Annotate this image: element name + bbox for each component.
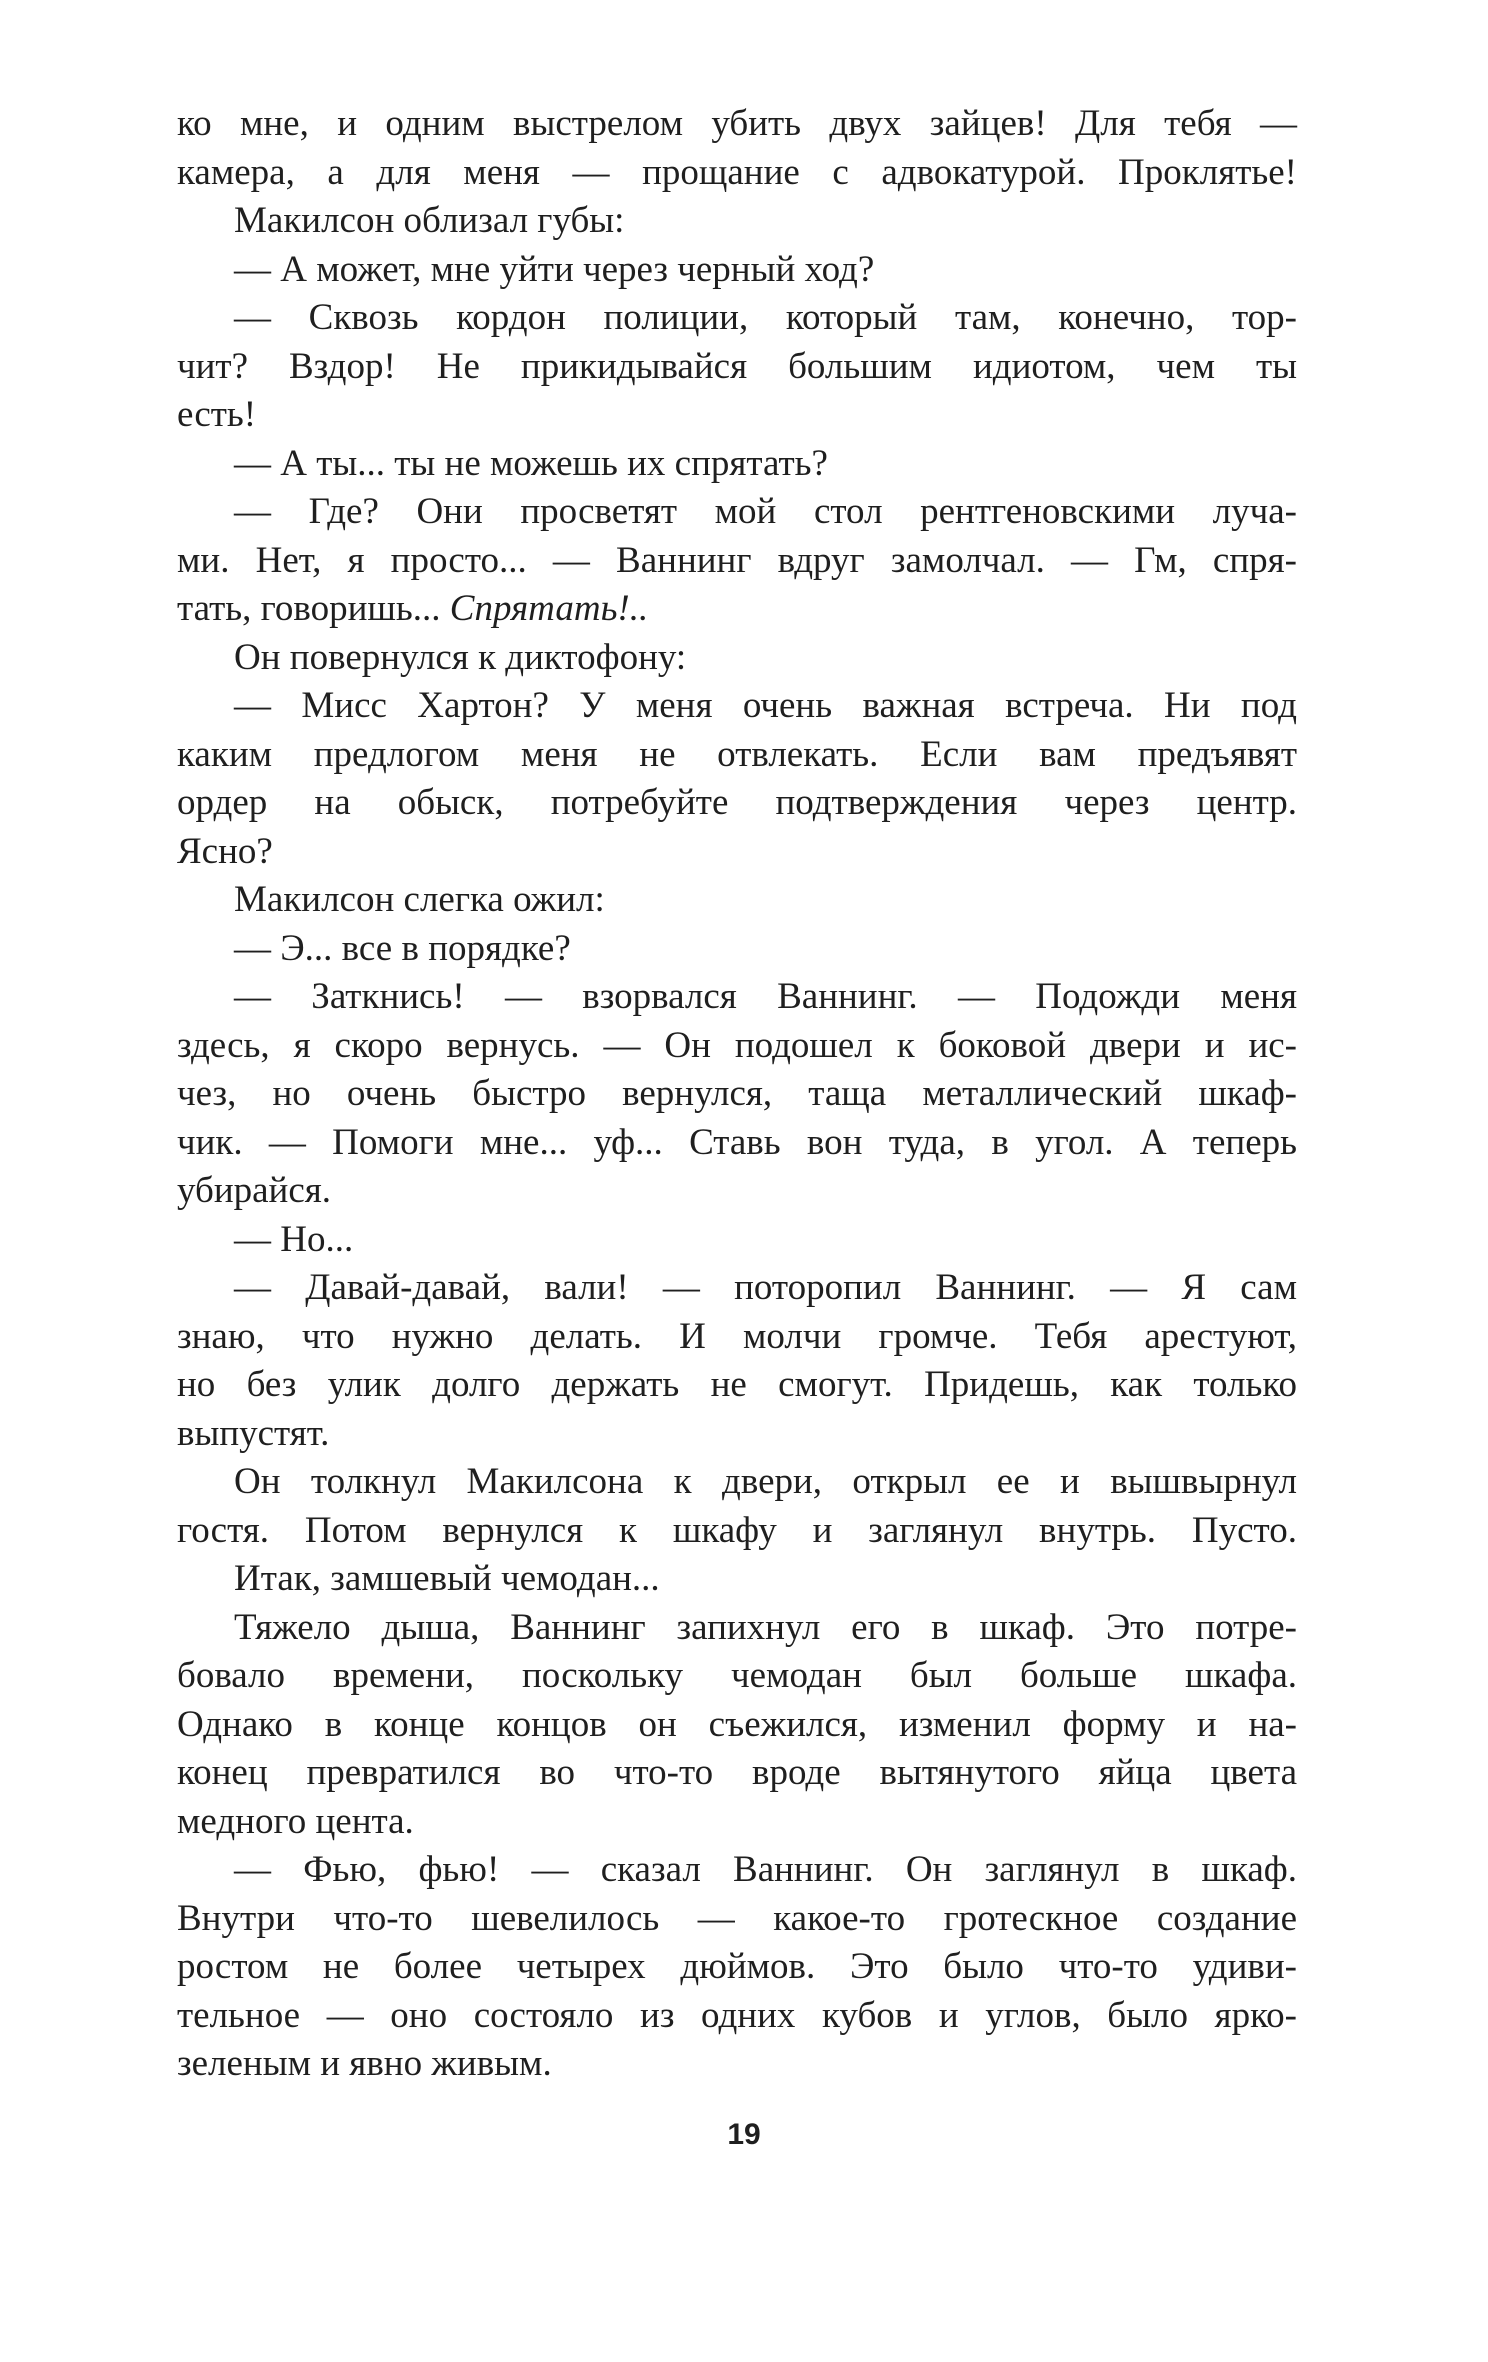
text-line: каким предлогом меня не отвлекать. Если вам предъявят	[177, 733, 1297, 775]
text-line: ростом не более четырех дюймов. Это было что-то удиви-	[177, 1946, 1297, 1987]
text-line: ми. Нет, я просто... — Ваннинг вдруг замолчал. — Гм, спря-	[177, 539, 1297, 581]
text-line: Тяжело дыша, Ваннинг запихнул его в шкаф. Это потре-	[234, 1606, 1297, 1648]
text-line: чик. — Помоги мне... уф... Ставь вон туда, в угол. А теперь	[177, 1121, 1297, 1163]
text-line: гостя. Потом вернулся к шкафу и заглянул внутрь. Пусто.	[177, 1509, 1297, 1551]
text-line: знаю, что нужно делать. И молчи громче. Тебя арестуют,	[177, 1315, 1297, 1357]
text-line: бовало времени, поскольку чемодан был больше шкафа.	[177, 1655, 1297, 1696]
text-line: — Заткнись! — взорвался Ваннинг. — Подожди меня	[234, 976, 1297, 1017]
text-line: Он толкнул Макилсона к двери, открыл ее и вышвырнул	[234, 1461, 1297, 1502]
text-line: здесь, я скоро вернусь. — Он подошел к боковой двери и ис-	[177, 1024, 1297, 1066]
text-line: — Сквозь кордон полиции, который там, конечно, тор-	[234, 297, 1297, 338]
page-number: 19	[727, 2118, 761, 2151]
text-line	[177, 585, 1297, 634]
text-line: Итак, замшевый чемодан...	[234, 1558, 660, 1599]
text-line: Внутри что-то шевелилось — какое-то гротескное создание	[177, 1897, 1297, 1939]
text-line: — Э... все в порядке?	[234, 927, 571, 969]
italic-text: Спрятать!..	[449, 588, 649, 629]
text-line: ордер на обыск, потребуйте подтверждения через центр.	[177, 782, 1297, 823]
text-line: — Фью, фью! — сказал Ваннинг. Он заглянул в шкаф.	[234, 1849, 1297, 1890]
text-line: — Где? Они просветят мой стол рентгеновскими луча-	[234, 491, 1297, 532]
text-line: Он повернулся к диктофону:	[234, 636, 687, 678]
text-line: но без улик долго держать не смогут. Придешь, как только	[177, 1364, 1297, 1405]
text-line: чит? Вздор! Не прикидывайся большим идиотом, чем ты	[177, 345, 1297, 387]
text-line: — Мисс Хартон? У меня очень важная встреча. Ни под	[234, 685, 1297, 726]
text-line: зеленым и явно живым.	[177, 2043, 552, 2084]
text-line: чез, но очень быстро вернулся, таща металлический шкаф-	[177, 1073, 1297, 1114]
text-line: — А может, мне уйти через черный ход?	[234, 248, 875, 290]
text-line: медного цента.	[177, 1800, 414, 1842]
text-line: есть!	[177, 394, 257, 435]
text-line: — Давай-давай, вали! — поторопил Ваннинг. — Я сам	[234, 1267, 1297, 1308]
text-line: Ясно?	[177, 830, 273, 872]
text-line: ко мне, и одним выстрелом убить двух зайцев! Для тебя —	[177, 103, 1297, 144]
text-line: тельное — оно состояло из одних кубов и углов, было ярко-	[177, 1994, 1297, 2036]
text-line: Макилсон облизал губы:	[234, 200, 625, 241]
text-line: Макилсон слегка ожил:	[234, 879, 605, 920]
text-span: тать, говоришь...	[177, 588, 441, 629]
text-line: — А ты... ты не можешь их спрятать?	[234, 442, 828, 484]
text-line: камера, а для меня — прощание с адвокатурой. Проклятье!	[177, 151, 1297, 193]
text-line: выпустят.	[177, 1412, 330, 1454]
text-line: Однако в конце концов он съежился, изменил форму и на-	[177, 1703, 1297, 1745]
text-line: убирайся.	[177, 1170, 332, 1211]
text-line: конец превратился во что-то вроде вытянутого яйца цвета	[177, 1752, 1297, 1793]
text-line: — Но...	[234, 1218, 354, 1260]
page-body	[177, 100, 1297, 2089]
